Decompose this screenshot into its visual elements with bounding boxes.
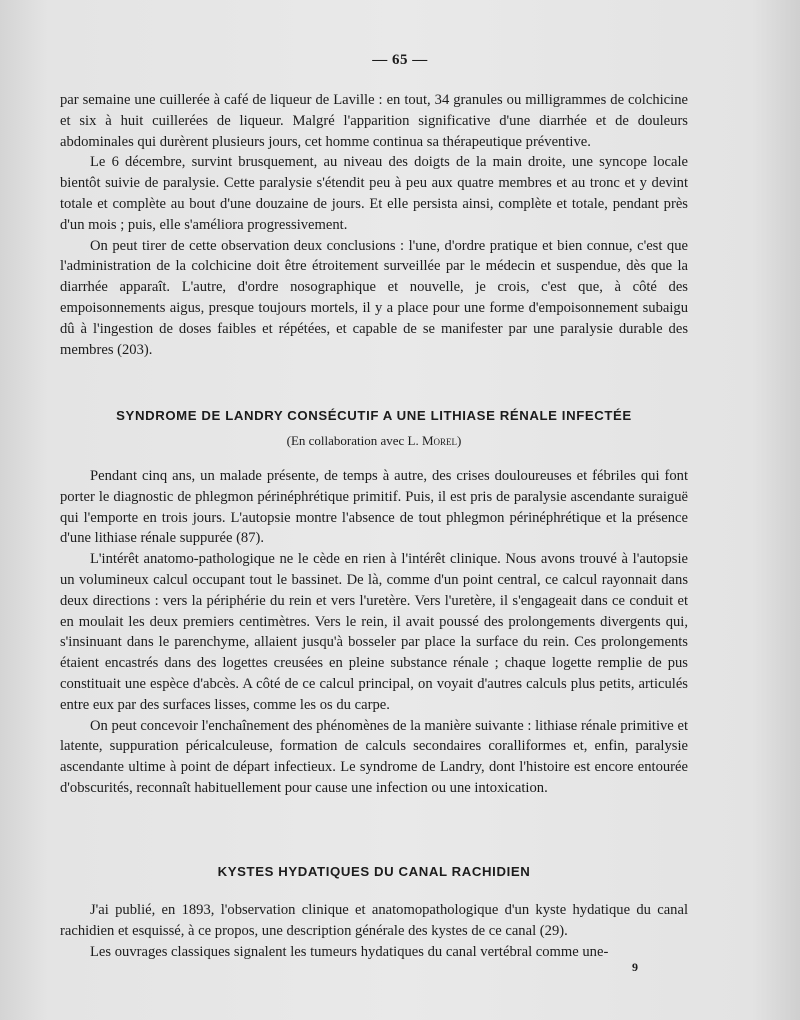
landry-paragraph-2: L'intérêt anatomo-pathologique ne le cède en rien à l'intérêt clinique. Nous avons trouvé à l'autopsie un volumineux calcul occupant tout le bassinet. De là, comme d'un point central, ce calcul rayonnait dans deux directions : vers la périphérie du rein et vers l'uretère. Vers l'uretère, il s'engageait dans ce conduit et en moulait les deux premiers centimètres. Vers le rein, il avait poussé des prolongements divergents qui, s'insinuant dans le parenchyme, allaient jusqu'à bosseler par place la surface du rein. Ces prolongements étaient encastrés dans des logettes creusées en pleine substance rénale ; chaque logette remplie de pus constituait une espèce d'abcès. A côté de ce calcul principal, on voyait d'autres calculs plus petits, articulés entre eux par des surfaces lisses, comme les os du carpe.: [60, 551, 688, 713]
landry-section-heading: SYNDROME DE LANDRY CONSÉCUTIF A UNE LITHIASE RÉNALE INFECTÉE: [116, 408, 632, 423]
intro-text-block: [60, 90, 688, 360]
landry-paragraph-3: On peut concevoir l'enchaînement des phénomènes de la manière suivante : lithiase rénale primitive et latente, suppuration péricalculeuse, formation de calculs secondaires coralliformes et, enfin, paralysie ascendante ultime à point de départ infectieux. Le syndrome de Landry, dont l'histoire est encore entourée d'obscurités, reconnaît habituellement pour cause une infection ou une intoxication.: [60, 717, 688, 796]
kystes-paragraph-2: Les ouvrages classiques signalent les tumeurs hydatiques du canal vertébral comme une-: [90, 943, 609, 960]
kystes-section-heading: KYSTES HYDATIQUES DU CANAL RACHIDIEN: [217, 864, 531, 879]
kystes-paragraph-1: J'ai publié, en 1893, l'observation clinique et anatomopathologique d'un kyste hydatique du canal rachidien et esquissé, à ce propos, une description générale des kystes de ce canal (29).: [60, 902, 688, 939]
intro-paragraph-2: Le 6 décembre, survint brusquement, au niveau des doigts de la main droite, une syncope locale bientôt suivie de paralysie. Cette paralysie s'étendit peu à peu aux quatre membres et au tronc et y devint totale et complète au bout d'une douzaine de jours. Et elle persista ainsi, complète et totale, pendant près d'un mois ; puis, elle s'améliora progressivement.: [60, 154, 688, 233]
landry-text-block: [60, 466, 688, 799]
collaborator-name: Morel: [421, 433, 458, 448]
intro-paragraph-1: par semaine une cuillerée à café de liqueur de Laville : en tout, 34 granules ou milligrammes de colchicine et six à huit cuillerées de liqueur. Malgré l'apparition significative d'une diarrhée et de douleurs abdominales qui durèrent plusieurs jours, cet homme continua sa thérapeutique préventive.: [60, 92, 688, 150]
signature-mark: 9: [632, 960, 638, 974]
page-number: — 65 —: [372, 52, 428, 68]
collaboration-suffix: ): [457, 433, 462, 448]
kystes-text-block: [60, 900, 688, 962]
collaboration-note: [60, 433, 688, 449]
landry-paragraph-1: Pendant cinq ans, un malade présente, de temps à autre, des crises douloureuses et fébriles qui font porter le diagnostic de phlegmon périnéphrétique primitif. Puis, il est pris de paralysie ascendante suraiguë qui l'emporte en trois jours. L'autopsie montre l'absence de tout phlegmon périnéphrétique et la présence d'une lithiase rénale suppurée (87).: [60, 468, 688, 547]
collaboration-prefix: (En collaboration avec L.: [286, 433, 422, 448]
intro-paragraph-3: On peut tirer de cette observation deux conclusions : l'une, d'ordre pratique et bien connue, c'est que l'administration de la colchicine doit être étroitement surveillée par le médecin et suspendue, dès que la diarrhée apparaît. L'autre, d'ordre nosographique et nouvelle, je crois, c'est que, à côté des empoisonnements aigus, presque toujours mortels, il y a place pour une forme d'empoisonnement subaigu dû à l'ingestion de doses faibles et répétées, et capable de se manifester par une paralysie durable des membres (203).: [60, 237, 688, 358]
